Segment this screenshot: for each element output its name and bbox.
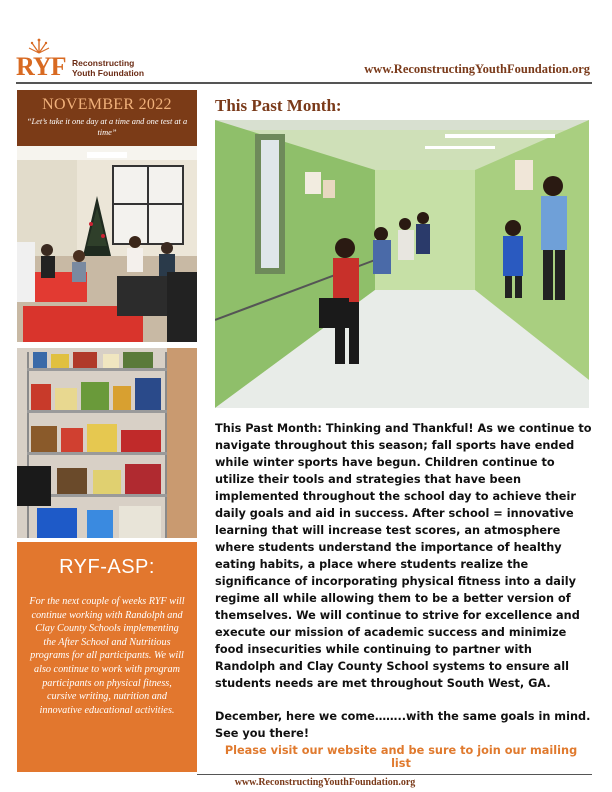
main-body-text	[215, 420, 593, 742]
mailing-list-cta[interactable]: Please visit our website and be sure to join our mailing list	[224, 744, 578, 770]
section-title: This Past Month:	[215, 96, 342, 115]
hallway-photo	[215, 120, 589, 408]
asp-title: RYF-ASP:	[59, 556, 155, 578]
header-divider	[16, 82, 592, 84]
asp-description: For the next couple of weeks RYF will continue working with Randolph and Clay County Schools implementing the After School and Nutritious programs for all participants. We will also continue to work with program participants on physical fitness, cursive writing, nutrition and innovative educational activities.	[29, 596, 185, 716]
classroom-photo	[17, 146, 197, 342]
logo	[16, 38, 146, 82]
logo-name-line2: Youth Foundation	[72, 68, 145, 78]
body-paragraph-1: This Past Month: Thinking and Thankful! As we continue to navigate throughout this season; fall sports have ended while winter sports have begun. Children continue to utilize their tools and strategies that have been implemented throughout the school day to achieve their daily goals and aid in success. After school = innovative learning that will increase test scores, an atmosphere where students understand the importance of healthy eating habits, a place where students realize the significance of incorporating physical fitness into a daily regime all while allowing them to be a better version of themselves. We will continue to strive for excellence and execute our mission of academic success and minimize food insecurities while continuing to partner with Randolph and Clay County School systems to ensure all students needs are met throughout South West, GA.	[215, 422, 592, 690]
month-banner	[17, 90, 197, 146]
body-paragraph-2: December, here we come……..with the same goals in mind. See you there!	[215, 710, 591, 740]
header-website-link[interactable]: www.ReconstructingYouthFoundation.org	[364, 62, 590, 76]
month-quote: “Let’s take it one day at a time and one test at a time”	[26, 117, 188, 137]
footer-divider	[197, 774, 592, 775]
month-title: NOVEMBER 2022	[42, 96, 172, 113]
pantry-shelves-photo	[17, 348, 197, 538]
logo-mark: RYF	[16, 52, 66, 81]
logo-name-line1: Reconstructing	[72, 58, 135, 68]
asp-panel	[17, 542, 197, 772]
footer-website-link[interactable]: www.ReconstructingYouthFoundation.org	[234, 777, 416, 788]
